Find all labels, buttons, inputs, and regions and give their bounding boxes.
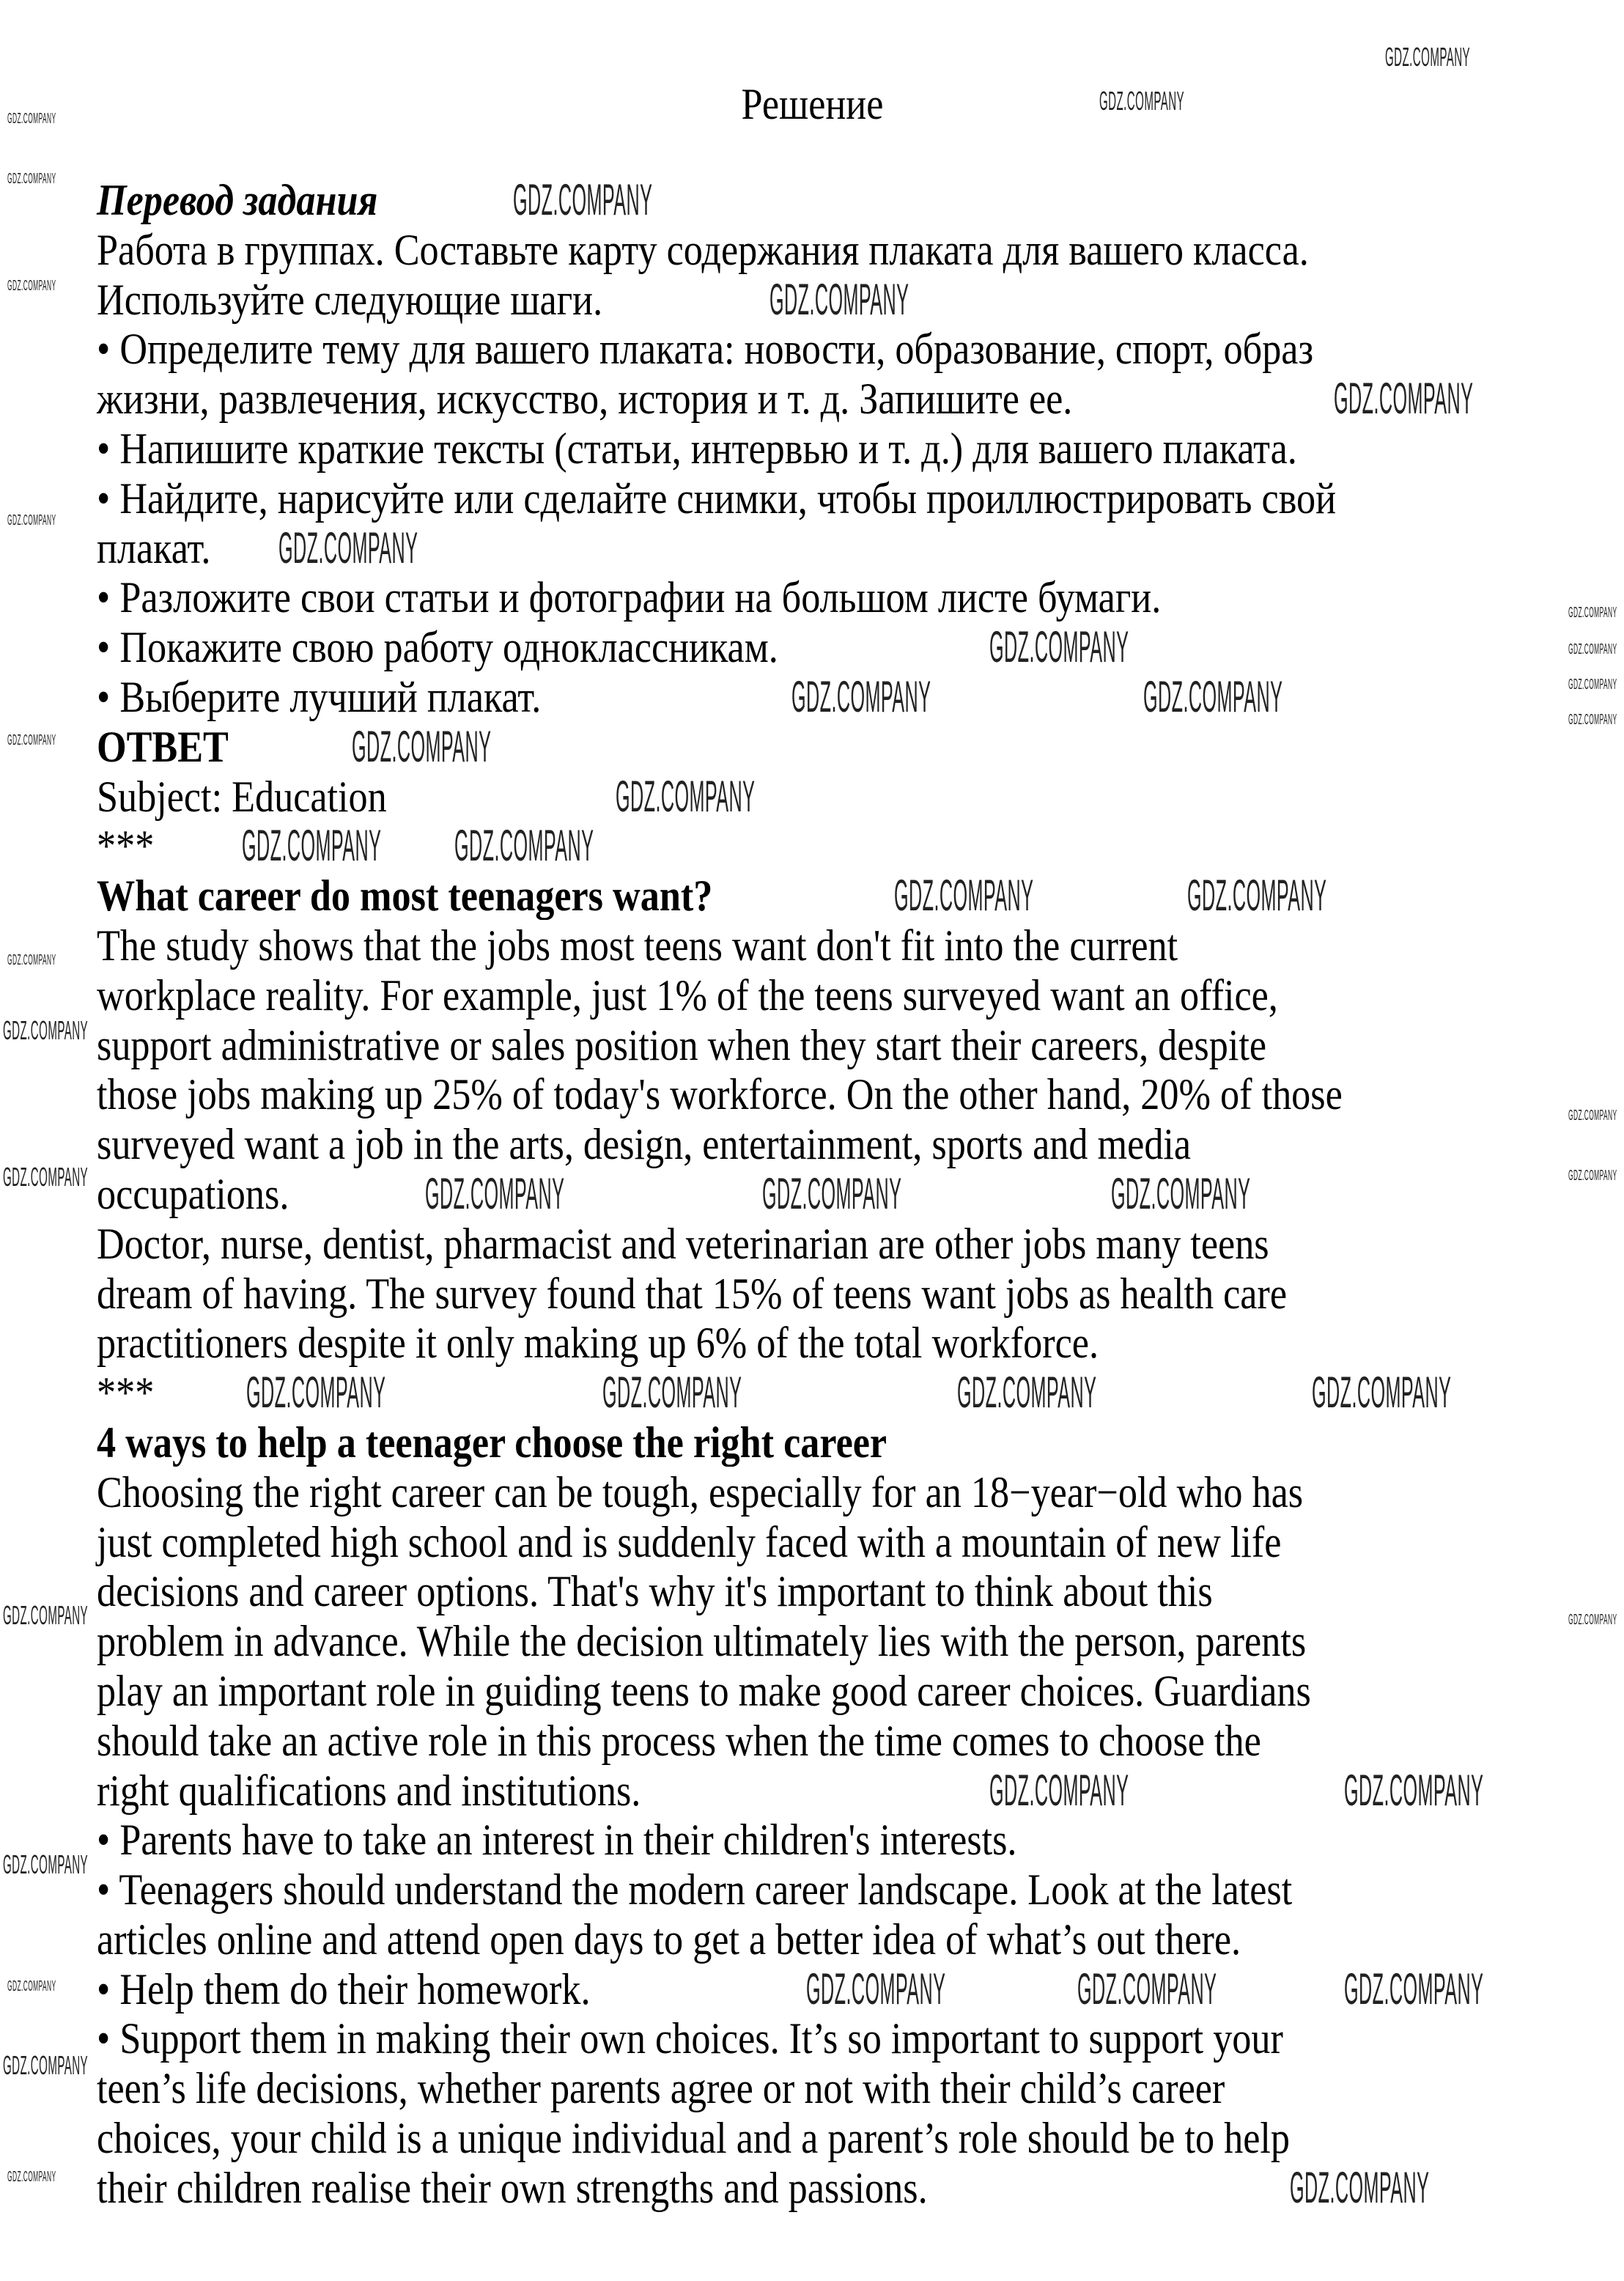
watermark: GDZ.COMPANY: [3, 2050, 89, 2080]
watermark: GDZ.COMPANY: [242, 821, 382, 871]
watermark: GDZ.COMPANY: [894, 871, 1034, 921]
watermark: GDZ.COMPANY: [1312, 1368, 1452, 1418]
text-line: problem in advance. While the decision ultimately lies with the person, parents: [97, 1617, 1307, 1666]
text-line: • Определите тему для вашего плаката: новости, образование, спорт, образ: [97, 325, 1314, 374]
watermark: GDZ.COMPANY: [989, 622, 1129, 672]
watermark: GDZ.COMPANY: [806, 1964, 946, 2013]
text-line: ***: [97, 1368, 155, 1418]
watermark: GDZ.COMPANY: [1290, 2163, 1430, 2212]
text-line: articles online and attend open days to get a better idea of what’s out there.: [97, 1915, 1241, 1964]
watermark: GDZ.COMPANY: [957, 1368, 1097, 1418]
watermark: GDZ.COMPANY: [7, 2169, 56, 2185]
text-line: • Выберите лучший плакат.: [97, 672, 542, 721]
watermark: GDZ.COMPANY: [454, 821, 594, 871]
text-line: play an important role in guiding teens to make good career choices. Guardians: [97, 1666, 1311, 1715]
watermark: GDZ.COMPANY: [7, 171, 56, 187]
watermark: GDZ.COMPANY: [278, 523, 418, 572]
text-line: Doctor, nurse, dentist, pharmacist and veterinarian are other jobs many teens: [97, 1219, 1269, 1268]
watermark: GDZ.COMPANY: [1568, 1168, 1617, 1184]
heading-line: What career do most teenagers want?: [97, 872, 713, 921]
watermark: GDZ.COMPANY: [7, 952, 56, 968]
text-line: жизни, развлечения, искусство, история и т. д. Запишите ее.: [97, 375, 1073, 424]
text-line: their children realise their own strengths and passions.: [97, 2163, 928, 2212]
text-line: Subject: Education: [97, 772, 387, 821]
text-line: dream of having. The survey found that 15% of teens want jobs as health care: [97, 1269, 1287, 1318]
text-line: • Parents have to take an interest in their children's interests.: [97, 1816, 1017, 1865]
text-line: just completed high school and is suddenly faced with a mountain of new life: [97, 1517, 1282, 1566]
text-line: occupations.: [97, 1169, 289, 1218]
text-line: should take an active role in this process when the time comes to choose the: [97, 1716, 1261, 1765]
watermark: GDZ.COMPANY: [989, 1765, 1129, 1815]
text-line: support administrative or sales position when they start their careers, despite: [97, 1020, 1267, 1069]
watermark: GDZ.COMPANY: [7, 512, 56, 528]
watermark: GDZ.COMPANY: [1334, 374, 1474, 424]
watermark: GDZ.COMPANY: [3, 1849, 89, 1879]
watermark: GDZ.COMPANY: [762, 1169, 902, 1218]
text-line: • Teenagers should understand the modern career landscape. Look at the latest: [97, 1865, 1293, 1915]
text-line: Используйте следующие шаги.: [97, 275, 603, 324]
watermark: GDZ.COMPANY: [7, 278, 56, 294]
watermark: GDZ.COMPANY: [1385, 42, 1471, 72]
watermark: GDZ.COMPANY: [1344, 1765, 1484, 1815]
watermark: GDZ.COMPANY: [1568, 1108, 1617, 1124]
text-line: teen’s life decisions, whether parents agree or not with their child’s career: [97, 2064, 1225, 2113]
watermark: GDZ.COMPANY: [1568, 641, 1617, 657]
watermark: GDZ.COMPANY: [1344, 1964, 1484, 2013]
text-line: ***: [97, 822, 155, 871]
text-line: decisions and career options. That's why it's important to think about this: [97, 1567, 1213, 1616]
text-line: choices, your child is a unique individual and a parent’s role should be to help: [97, 2114, 1290, 2163]
watermark: GDZ.COMPANY: [791, 672, 931, 721]
watermark: GDZ.COMPANY: [1077, 1964, 1217, 2013]
watermark: GDZ.COMPANY: [769, 274, 909, 324]
text-line: those jobs making up 25% of today's workforce. On the other hand, 20% of those: [97, 1070, 1343, 1119]
watermark: GDZ.COMPANY: [1143, 672, 1283, 721]
watermark: GDZ.COMPANY: [352, 721, 492, 771]
watermark: GDZ.COMPANY: [7, 732, 56, 748]
watermark: GDZ.COMPANY: [7, 111, 56, 127]
text-line: workplace reality. For example, just 1% of the teens surveyed want an office,: [97, 970, 1278, 1020]
text-line: • Напишите краткие тексты (статьи, интервью и т. д.) для вашего плаката.: [97, 424, 1297, 473]
page-title: [0, 79, 1624, 129]
watermark: GDZ.COMPANY: [3, 1162, 89, 1192]
text-line: Choosing the right career can be tough, especially for an 18−year−old who has: [97, 1467, 1304, 1517]
heading-line: ОТВЕТ: [97, 722, 229, 771]
watermark: GDZ.COMPANY: [1568, 1612, 1617, 1628]
heading-line: Перевод задания: [97, 176, 378, 224]
watermark: GDZ.COMPANY: [3, 1600, 89, 1630]
text-line: • Support them in making their own choices. It’s so important to support your: [97, 2014, 1283, 2063]
text-line: • Разложите свои статьи и фотографии на большом листе бумаги.: [97, 573, 1162, 622]
watermark: GDZ.COMPANY: [602, 1368, 742, 1418]
watermark: GDZ.COMPANY: [513, 175, 653, 224]
watermark: GDZ.COMPANY: [425, 1169, 565, 1218]
text-line: • Покажите свою работу одноклассникам.: [97, 623, 778, 672]
watermark: GDZ.COMPANY: [246, 1368, 386, 1418]
heading-line: 4 ways to help a teenager choose the right career: [97, 1418, 887, 1467]
watermark: GDZ.COMPANY: [1187, 871, 1327, 921]
watermark: GDZ.COMPANY: [3, 1015, 89, 1045]
title-text: Решение: [741, 80, 883, 128]
text-line: The study shows that the jobs most teens want don't fit into the current: [97, 921, 1178, 970]
watermark: GDZ.COMPANY: [1568, 677, 1617, 693]
watermark: GDZ.COMPANY: [616, 771, 756, 821]
text-line: Работа в группах. Составьте карту содержания плаката для вашего класса.: [97, 225, 1309, 274]
watermark: GDZ.COMPANY: [7, 1978, 56, 1994]
watermark: GDZ.COMPANY: [1568, 712, 1617, 728]
text-line: • Help them do their homework.: [97, 1964, 591, 2013]
text-line: practitioners despite it only making up 6% of the total workforce.: [97, 1319, 1099, 1368]
watermark: GDZ.COMPANY: [1099, 86, 1185, 116]
watermark: GDZ.COMPANY: [1568, 605, 1617, 621]
text-line: • Найдите, нарисуйте или сделайте снимки, чтобы проиллюстрировать свой: [97, 473, 1337, 523]
text-line: surveyed want a job in the arts, design, entertainment, sports and media: [97, 1120, 1192, 1169]
text-line: плакат.: [97, 523, 211, 572]
watermark: GDZ.COMPANY: [1111, 1169, 1251, 1218]
text-line: right qualifications and institutions.: [97, 1766, 641, 1815]
